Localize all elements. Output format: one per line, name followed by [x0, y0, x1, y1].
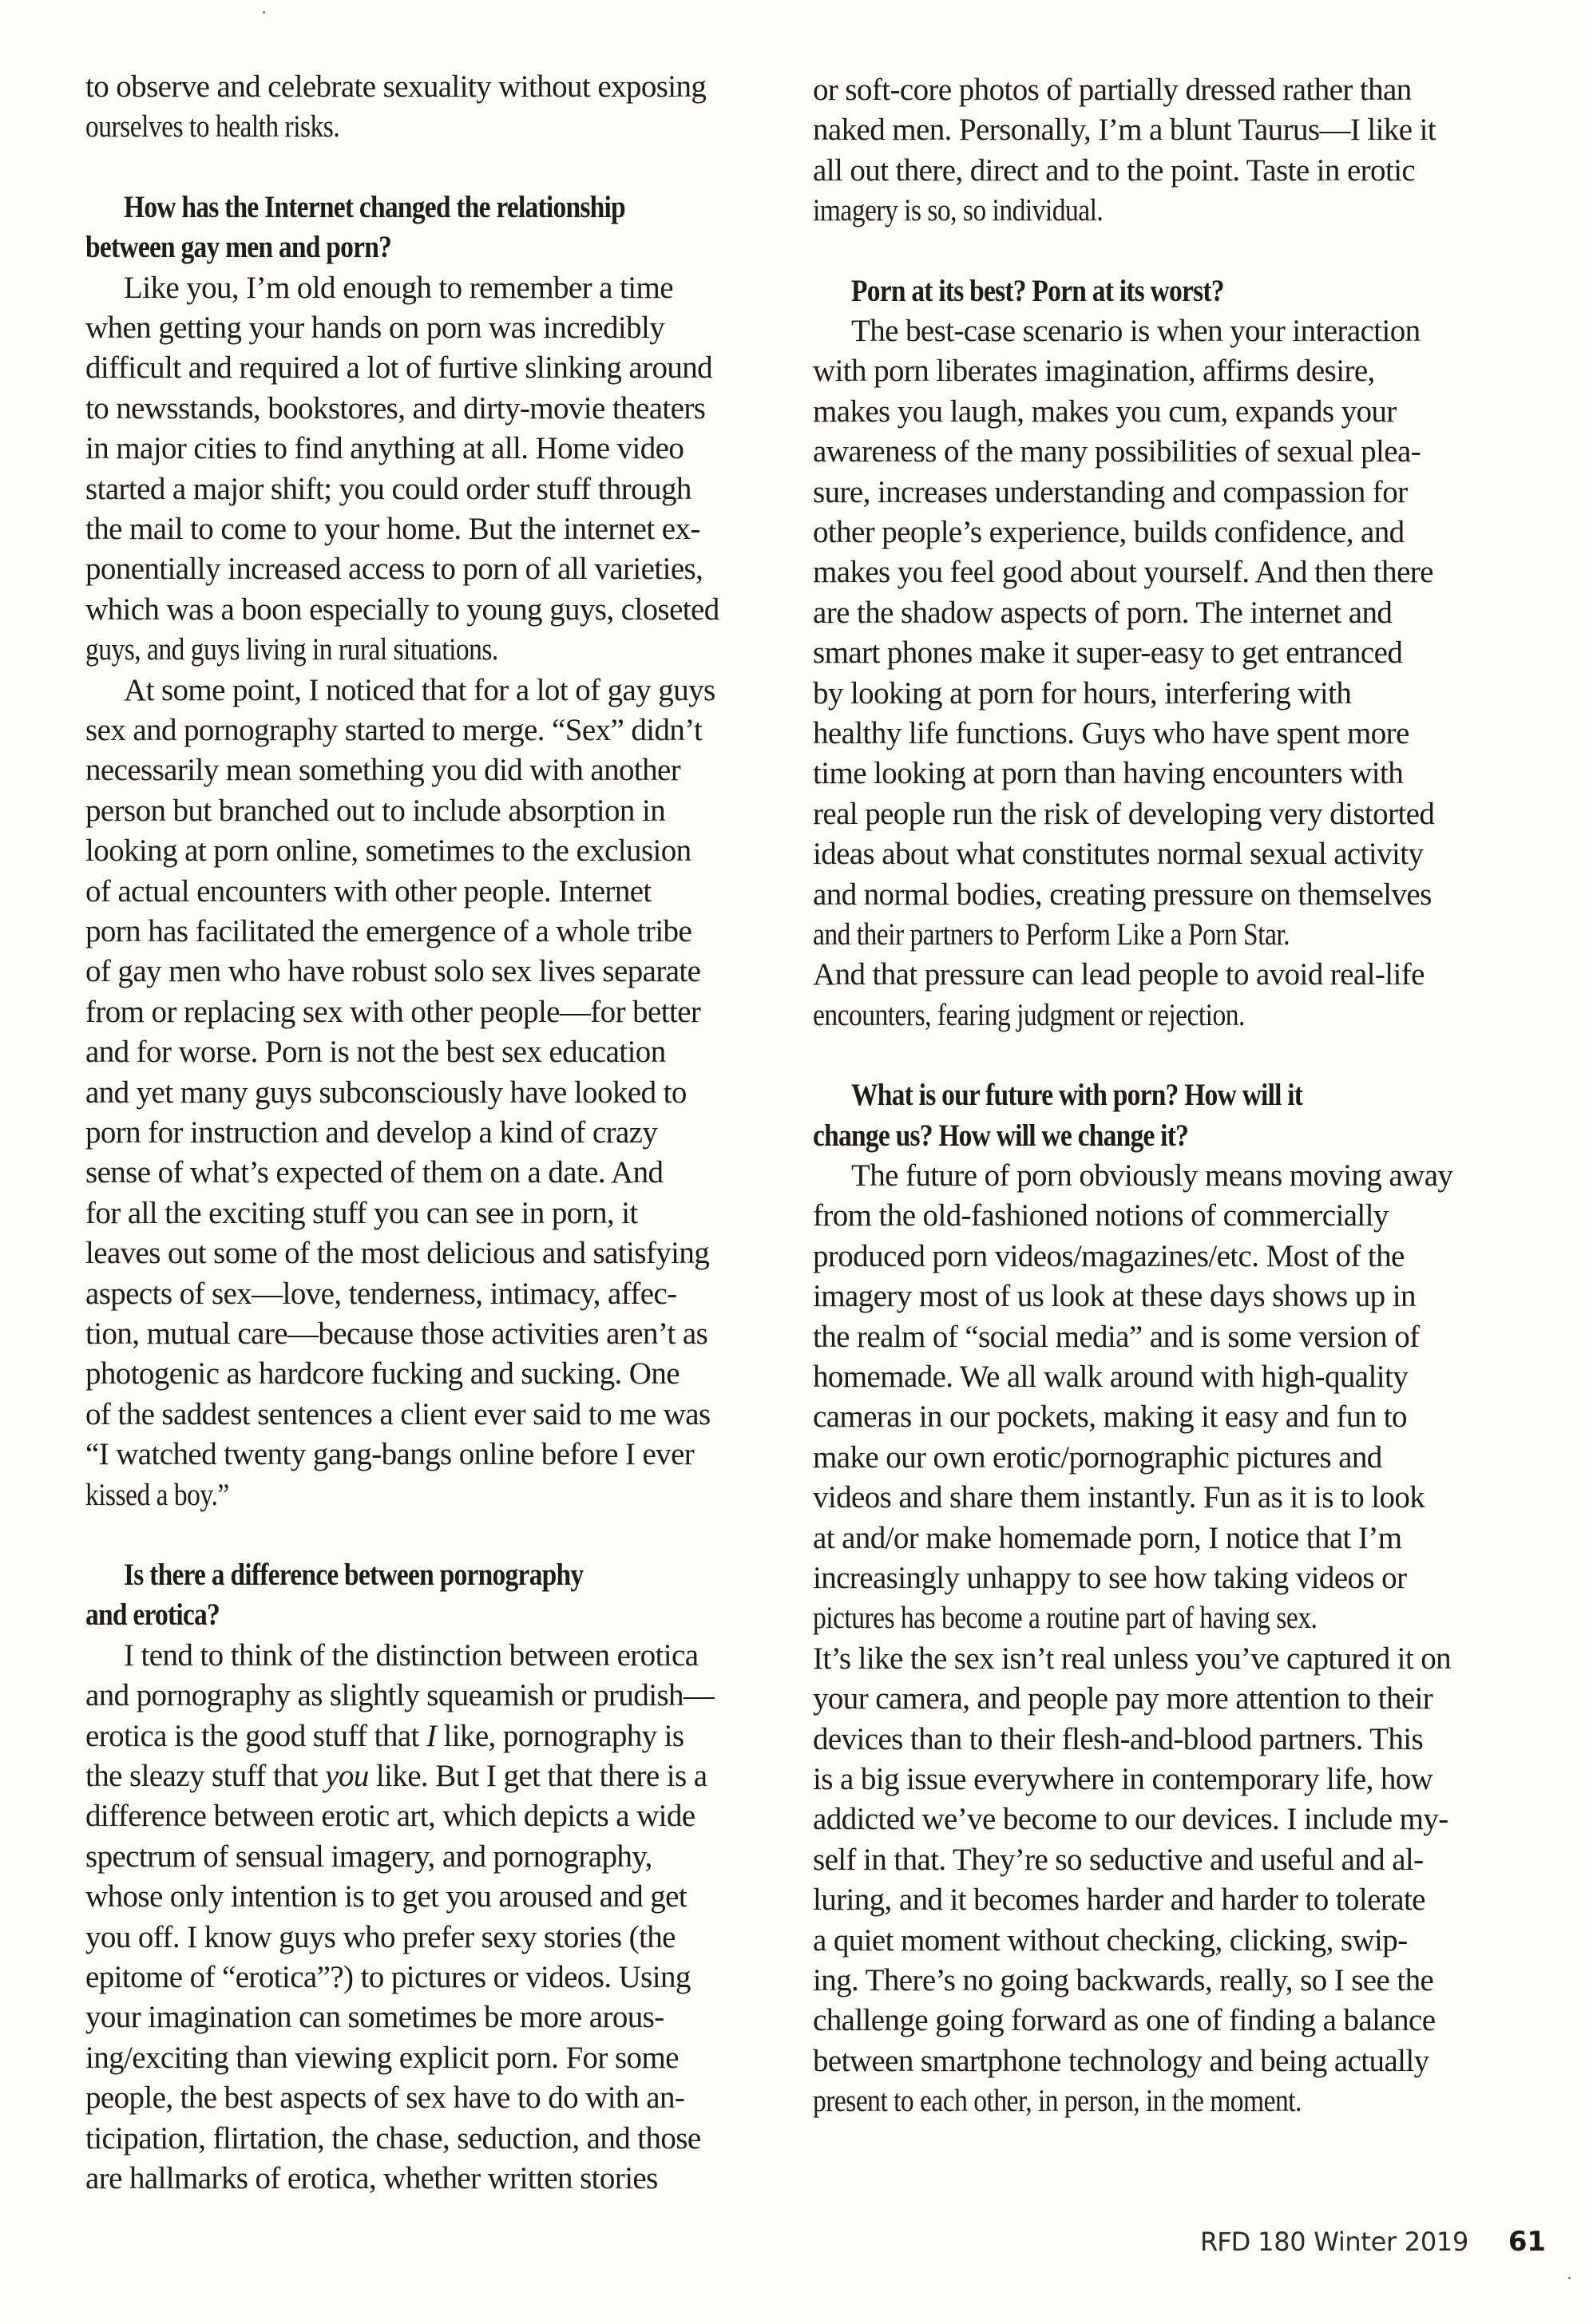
text-line: awareness of the many possibilities of sexual plea- [813, 434, 1421, 469]
text-line: by looking at porn for hours, interfering with [813, 675, 1352, 711]
text-line: a quiet moment without checking, clicking, swip- [813, 1922, 1408, 1958]
text-line: guys, and guys living in rural situations. [85, 632, 498, 667]
text-line: ing/exciting than viewing explicit porn. For some [85, 2040, 679, 2075]
text-line: make our own erotic/pornographic pictures and [813, 1439, 1382, 1475]
text-line: from or replacing sex with other people—for better [85, 994, 701, 1029]
text-line [85, 1756, 707, 1796]
text-line: sure, increases understanding and compassion for [813, 474, 1408, 509]
text-line: for all the exciting stuff you can see in porn, it [85, 1195, 638, 1230]
text-line: time looking at porn than having encounters with [813, 756, 1404, 791]
text-line: real people run the risk of developing very distorted [813, 796, 1435, 831]
scan-speck [263, 11, 265, 14]
text-line: ourselves to health risks. [85, 109, 340, 145]
text-run: the sleazy stuff that [85, 1759, 326, 1793]
text-line: epitome of “erotica”?) to pictures or videos. Using [85, 1960, 691, 1994]
text-line: is a big issue everywhere in contemporary life, how [813, 1762, 1433, 1796]
text-line: sex and pornography started to merge. “Sex” didn’t [85, 713, 703, 747]
magazine-name: RFD [1200, 2227, 1250, 2257]
text-line: when getting your hands on porn was incredibly [85, 311, 665, 345]
text-line: cameras in our pockets, making it easy and fun to [813, 1400, 1407, 1435]
text-line: necessarily mean something you did with another [85, 753, 681, 788]
text-line: I tend to think of the distinction between erotica [124, 1637, 699, 1673]
text-line: photogenic as hardcore fucking and sucking. One [85, 1356, 680, 1392]
text-line: ponentially increased access to porn of all varieties, [85, 552, 703, 587]
text-line: ing. There’s no going backwards, really, so I see the [813, 1963, 1434, 1997]
text-line: and yet many guys subconsciously have looked to [85, 1075, 687, 1110]
text-run: erotica is the good stuff that [85, 1718, 426, 1753]
text-line: At some point, I noticed that for a lot of gay guys [124, 672, 715, 707]
text-line: porn has facilitated the emergence of a whole tribe [85, 914, 692, 948]
text-line: makes you laugh, makes you cum, expands your [813, 394, 1397, 429]
text-line: people, the best aspects of sex have to do with an- [85, 2081, 685, 2116]
text-line: It’s like the sex isn’t real unless you’ve captured it on [813, 1641, 1452, 1676]
text-line: difference between erotic art, which depicts a wide [85, 1799, 695, 1834]
text-line: of the saddest sentences a client ever said to me was [85, 1396, 711, 1431]
text-line: in major cities to find anything at all. Home video [85, 431, 684, 466]
text-line: homemade. We all walk around with high-quality [813, 1360, 1409, 1394]
text-line: the mail to come to your home. But the internet ex- [85, 512, 700, 546]
text-line: devices than to their flesh-and-blood partners. This [813, 1721, 1424, 1756]
text-line: to observe and celebrate sexuality without exposing [85, 69, 707, 104]
text-line: produced porn videos/magazines/etc. Most of the [813, 1238, 1405, 1273]
text-line: or soft-core photos of partially dressed rather than [813, 73, 1412, 107]
text-run: like. But I get that there is a [368, 1759, 707, 1793]
scan-speck [1568, 2277, 1571, 2279]
section-heading-line: change us? How will we change it? [813, 1118, 1189, 1153]
text-line: imagery most of us look at these days shows up in [813, 1279, 1416, 1314]
text-line: aspects of sex—love, tenderness, intimacy, affec- [85, 1276, 677, 1311]
text-line: The best-case scenario is when your interaction [851, 314, 1421, 348]
text-line: and normal bodies, creating pressure on themselves [813, 877, 1432, 912]
text-line: Like you, I’m old enough to remember a time [124, 270, 673, 305]
text-line: kissed a boy.” [85, 1477, 229, 1512]
text-line: ticipation, flirtation, the chase, seduction, and those [85, 2120, 701, 2156]
section-heading-line: between gay men and porn? [85, 230, 392, 265]
text-line: pictures has become a routine part of having sex. [813, 1601, 1318, 1636]
text-line: healthy life functions. Guys who have spent more [813, 716, 1409, 750]
text-run: like, pornography is [436, 1718, 684, 1753]
text-line: from the old-fashioned notions of commercially [813, 1198, 1389, 1233]
text-line: smart phones make it super-easy to get entranced [813, 635, 1403, 671]
text-line: sense of what’s expected of them on a date. And [85, 1155, 664, 1190]
text-line: present to each other, in person, in the moment. [813, 2084, 1302, 2119]
text-line: and for worse. Porn is not the best sex education [85, 1035, 666, 1070]
text-line: porn for instruction and develop a kind of crazy [85, 1115, 658, 1150]
text-line: ideas about what constitutes normal sexual activity [813, 837, 1424, 872]
text-line: And that pressure can lead people to avoid real-life [813, 957, 1425, 992]
text-line: “I watched twenty gang-bangs online before I ever [85, 1437, 695, 1472]
text-line: and pornography as slightly squeamish or prudish— [85, 1678, 715, 1713]
italic-emphasis: you [325, 1759, 369, 1793]
text-line: tion, mutual care—because those activities aren’t as [85, 1316, 708, 1351]
text-line: person but branched out to include absorption in [85, 793, 666, 828]
text-line: self in that. They’re so seductive and useful and al- [813, 1842, 1424, 1877]
section-heading-line: and erotica? [85, 1598, 220, 1633]
text-line: other people’s experience, builds confidence, and [813, 515, 1405, 549]
text-line: spectrum of sensual imagery, and pornography, [85, 1839, 652, 1874]
text-line: videos and share them instantly. Fun as it is to look [813, 1480, 1425, 1515]
italic-emphasis: I [426, 1718, 437, 1753]
text-line: all out there, direct and to the point. Taste in erotic [813, 152, 1416, 188]
page-footer [1200, 2226, 1546, 2258]
section-heading-line: Porn at its best? Porn at its worst? [851, 273, 1224, 308]
text-line: leaves out some of the most delicious and satisfying [85, 1236, 710, 1271]
text-line: which was a boon especially to young guys, closeted [85, 592, 719, 627]
text-line: difficult and required a lot of furtive slinking around [85, 350, 713, 386]
text-line: imagery is so, so individual. [813, 193, 1104, 228]
text-line: started a major shift; you could order stuff through [85, 471, 691, 506]
text-line: between smartphone technology and being actually [813, 2043, 1429, 2078]
section-heading-line: How has the Internet changed the relationship [124, 189, 625, 224]
text-line: of gay men who have robust solo sex lives separate [85, 954, 701, 989]
text-line: your camera, and people pay more attention to their [813, 1681, 1433, 1716]
issue-label: 180 Winter 2019 [1258, 2227, 1469, 2257]
section-heading-line: What is our future with porn? How will it [851, 1078, 1303, 1113]
text-line: encounters, fearing judgment or rejection. [813, 997, 1245, 1032]
text-line: to newsstands, bookstores, and dirty-movie theaters [85, 390, 706, 426]
text-line: of actual encounters with other people. Internet [85, 873, 652, 909]
text-line: addicted we’ve become to our devices. I include my- [813, 1802, 1448, 1837]
text-line: luring, and it becomes harder and harder to tolerate [813, 1883, 1425, 1918]
text-line: challenge going forward as one of finding a balance [813, 2003, 1436, 2038]
text-line: with porn liberates imagination, affirms desire, [813, 354, 1375, 389]
text-line: looking at porn online, sometimes to the exclusion [85, 833, 691, 869]
text-line: are the shadow aspects of porn. The internet and [813, 595, 1393, 630]
text-line: are hallmarks of erotica, whether written stories [85, 2161, 658, 2195]
text-line: whose only intention is to get you aroused and get [85, 1879, 688, 1914]
text-line: at and/or make homemade porn, I notice that I’m [813, 1520, 1402, 1555]
text-line [85, 1716, 684, 1756]
text-line: and their partners to Perform Like a Porn Star. [813, 917, 1290, 952]
text-line: increasingly unhappy to see how taking videos or [813, 1561, 1407, 1595]
page-number: 61 [1508, 2226, 1546, 2258]
text-line: makes you feel good about yourself. And then there [813, 555, 1433, 590]
text-line: the realm of “social media” and is some version of [813, 1319, 1420, 1354]
text-line: The future of porn obviously means moving away [851, 1158, 1453, 1193]
text-line: you off. I know guys who prefer sexy stories (the [85, 1919, 676, 1954]
text-line: naked men. Personally, I’m a blunt Taurus—I like it [813, 113, 1436, 148]
text-line: your imagination can sometimes be more arous- [85, 2000, 664, 2035]
section-heading-line: Is there a difference between pornography [124, 1558, 584, 1592]
